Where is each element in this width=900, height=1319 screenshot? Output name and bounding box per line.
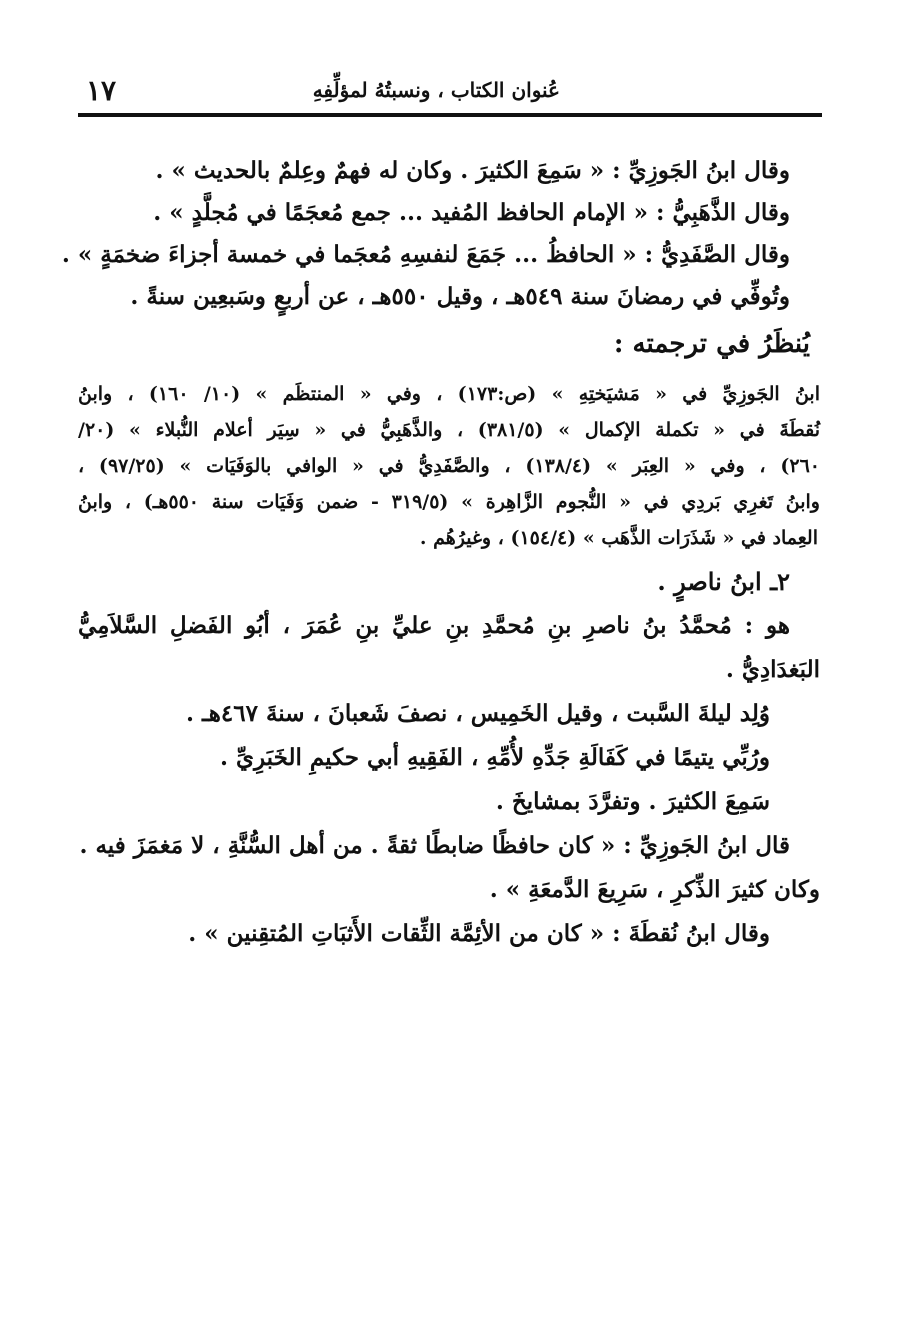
running-title: عُنوان الكتاب ، ونسبتُهُ لمؤلِّفِهِ	[312, 78, 560, 102]
page-number: ١٧	[86, 74, 117, 107]
references-heading: يُنظَرُ في ترجمته :	[613, 329, 810, 359]
page-header	[78, 70, 822, 110]
life-line: سَمِعَ الكثيرَ . وتفرَّدَ بمشايخَ .	[495, 788, 770, 815]
reference-line: ٢٦٠) ، وفي « العِبَر » (١٣٨/٤) ، والصَّفَدِيُّ في « الوافي بالوَفَيَات » (٩٧/٢٥) ،	[78, 455, 820, 477]
header-divider	[78, 113, 822, 117]
section-title: ٢ـ ابنُ ناصرٍ .	[657, 567, 790, 596]
text-line: وقال ابنُ الجَوزِيِّ : « سَمِعَ الكثيرَ . وكان له فهمٌ وعِلمٌ بالحديث » .	[155, 157, 790, 184]
bio-line: البَغدَادِيُّ .	[725, 656, 820, 683]
quote-line: قال ابنُ الجَوزِيِّ : « كان حافظًا ضابطًا ثقةً . من أهل السُّنَّةِ ، لا مَغمَزَ فيه .	[79, 832, 790, 859]
final-line: وقال ابنُ نُقطَةَ : « كان من الأئِمَّة الثِّقات الأَثبَاتِ المُتقِنين » .	[188, 920, 770, 947]
text-line: وقال الصَّفَدِيُّ : « الحافظُ ... جَمَعَ لنفسِهِ مُعجَما في خمسة أجزاءَ ضخمَةٍ » .	[61, 241, 790, 268]
references-block	[78, 376, 820, 556]
reference-line: العِماد في « شَذَرَات الذَّهَب » (١٥٤/٤) ، وغيرُهُم .	[419, 527, 818, 549]
reference-line: ابنُ الجَوزِيِّ في « مَشيَختِهِ » (ص:١٧٣) ، وفي « المنتظَم » (١٠/ ١٦٠) ، وابنُ	[78, 383, 820, 405]
life-line: وُلِد ليلةَ السَّبت ، وقيل الخَمِيس ، نصفَ شَعبانَ ، سنةَ ٤٦٧هـ .	[186, 700, 770, 727]
quote-line: وكان كثيرَ الذِّكرِ ، سَرِيعَ الدَّمعَةِ » .	[489, 876, 820, 903]
page-body	[61, 150, 821, 956]
bio-line: هو : مُحمَّدُ بنُ ناصرِ بنِ مُحمَّدِ بنِ عليِّ بنِ عُمَرَ ، أبُو الفَضلِ السَّلاَمِيُّ	[78, 612, 790, 639]
reference-line: وابنُ تَغرِي بَردِي في « النُّجوم الزَّاهِرة » (٣١٩/٥ - ضمن وَفَيَات سنة ٥٥٠هـ) ، وابنُ	[78, 491, 820, 513]
text-line: وتُوفِّي في رمضانَ سنة ٥٤٩هـ ، وقيل ٥٥٠هـ ، عن أربعٍ وسَبعِين سنةً .	[130, 283, 790, 310]
life-line: ورُبِّي يتيمًا في كَفَالَةِ جَدِّهِ لأُمِّهِ ، الفَقِيهِ أبي حكيمِ الخَبَرِيِّ .	[219, 744, 770, 771]
reference-line: نُقطَةَ في « تكملة الإكمال » (٣٨١/٥) ، والذَّهَبِيُّ في « سِيَر أعلام النُّبلاء » (٢٠/	[78, 419, 821, 441]
text-line: وقال الذَّهَبِيُّ : « الإمام الحافظ المُفيد ... جمع مُعجَمًا في مُجلَّدٍ » .	[153, 199, 790, 226]
